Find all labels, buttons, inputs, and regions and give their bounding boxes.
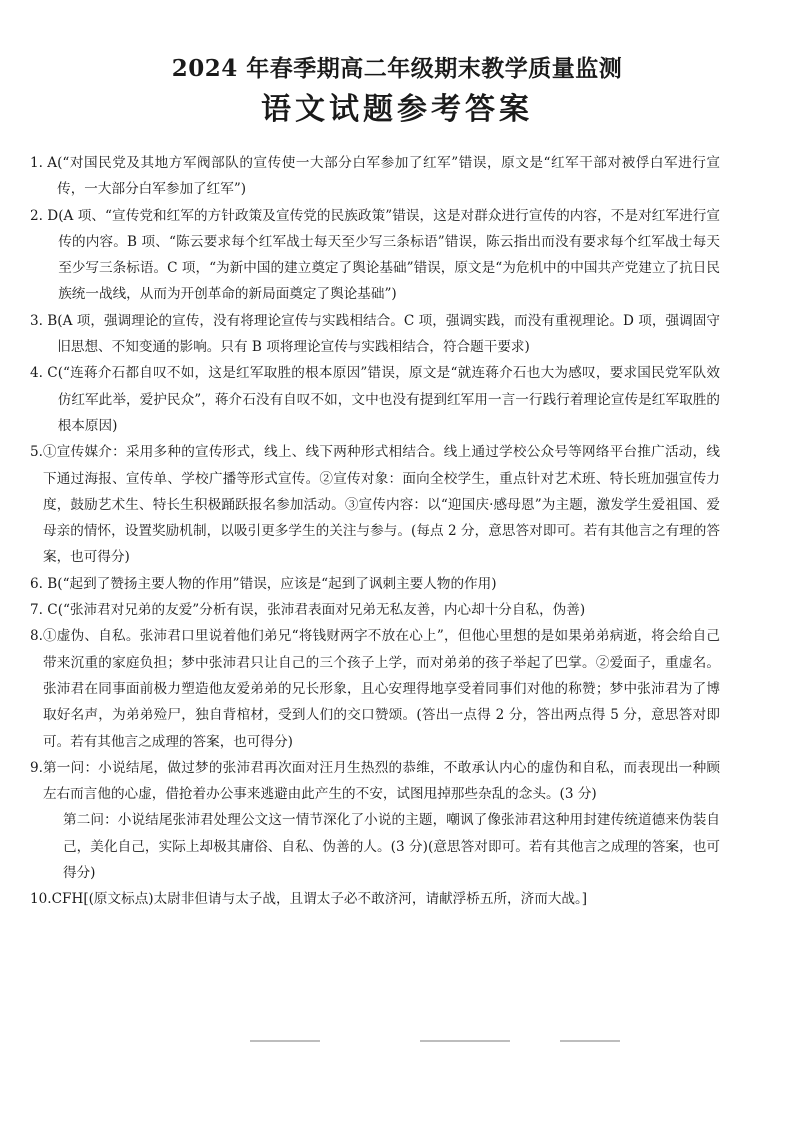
scan-smudge <box>560 1040 620 1042</box>
answer-text: (“对国民党及其地方军阀部队的宣传使一大部分白军参加了红军”错误，原文是“红军干部对被俘白军进行宣传，一大部分白军参加了红军”) <box>57 155 720 198</box>
page-title: 2024 年春季期高二年级期末教学质量监测 <box>171 55 623 82</box>
answer-text: (A 项，强调理论的宣传，没有将理论宣传与实践相结合。C 项，强调实践，而没有重视理论。D 项，强调固守旧思想、不知变通的影响。只有 B 项将理论宣传与实践相结合，符合题干要求) <box>57 312 720 356</box>
scan-smudge <box>420 1040 510 1042</box>
answer-list <box>30 150 720 913</box>
answer-number: 10. <box>30 891 52 908</box>
answer-item-2 <box>30 203 720 308</box>
answer-number: 6. B <box>30 575 58 592</box>
answer-number: 9. <box>30 759 43 776</box>
answer-item-4 <box>30 360 720 439</box>
answer-item-8 <box>30 623 720 754</box>
answer-number: 5. <box>30 444 43 461</box>
answer-number: 3. B <box>30 312 58 329</box>
answer-item-6 <box>30 571 720 597</box>
answer-text: 第一问：小说结尾，做过梦的张沛君再次面对汪月生热烈的恭维，不敢承认内心的虚伪和自私，而表现出一种顾左右而言他的心虚，借抢着办公事来逃避由此产生的不安，试图甩掉那些杂乱的念头。(3 分) <box>42 759 720 803</box>
answer-item-10 <box>30 886 720 912</box>
answer-text: (“张沛君对兄弟的友爱”分析有误，张沛君表面对兄弟无私友善，内心却十分自私，伪善) <box>57 602 586 619</box>
answer-item-1 <box>30 150 720 203</box>
answer-number: 4. C <box>30 365 58 382</box>
answer-text: CFH[(原文标点)太尉非但请与太子战，且谓太子必不敢济河，请献浮桥五所，济而大战。] <box>51 891 588 908</box>
answer-text: (A 项、“宣传党和红军的方针政策及宣传党的民族政策”错误，这是对群众进行宣传的内容，不是对红军进行宣传的内容。B 项、“陈云要求每个红军战士每天至少写三条标语”错误，陈云指出而没有要求每个红军战士每天至少写三条标语。C 项，“为新中国的建立奠定了舆论基础”错误，原文是“为危机中的中国共产党建立了抗日民族统一战线，从而为开创革命的新局面奠定了舆论基础”) <box>58 207 720 303</box>
answer-number: 1. A <box>30 155 58 171</box>
scan-smudge <box>250 1040 320 1042</box>
answer-text: ①宣传媒介：采用多种的宣传形式，线上、线下两种形式相结合。线上通过学校公众号等网络平台推广活动，线下通过海报、宣传单、学校广播等形式宣传。②宣传对象：面向全校学生，重点针对艺术班、特长班加强宣传力度，鼓励艺术生、特长生积极踊跃报名参加活动。③宣传内容：以“迎国庆·感母恩”为主题，激发学生爱祖国、爱母亲的情怀，设置奖励机制，以吸引更多学生的关注与参与。(每点 2 分，意思答对即可。若有其他言之有理的答案，也可得分) <box>42 444 720 566</box>
answer-item-9-part-2: 第二问：小说结尾张沛君处理公文这一情节深化了小说的主题，嘲讽了像张沛君这种用封建传统道德来伪装自己，美化自己，实际上却极其庸俗、自私、伪善的人。(3 分)(意思答对即可。若有其他言之成理的答案，也可得分) <box>63 812 720 882</box>
answer-item-5 <box>30 439 720 570</box>
answer-text: ①虚伪、自私。张沛君口里说着他们弟兄“将钱财两字不放在心上”，但他心里想的是如果弟弟病逝，将会给自己带来沉重的家庭负担；梦中张沛君只让自己的三个孩子上学，而对弟弟的孩子举起了巴掌。②爱面子，重虚名。张沛君在同事面前极力塑造他友爱弟弟的兄长形象，且心安理得地享受着同事们对他的称赞；梦中张沛君为了博取好名声，为弟弟殓尸，独自背棺材，受到人们的交口赞颂。(答出一点得 2 分，答出两点得 5 分，意思答对即可。若有其他言之成理的答案，也可得分) <box>42 628 720 750</box>
answer-number: 7. C <box>30 602 58 619</box>
answer-text: (“起到了赞扬主要人物的作用”错误，应该是“起到了讽刺主要人物的作用) <box>57 575 497 592</box>
page-subtitle: 语文试题参考答案 <box>261 92 533 127</box>
answer-text: (“连蒋介石都自叹不如，这是红军取胜的根本原因”错误，原文是“就连蒋介石也大为感叹，要求国民党军队效仿红军此举，爱护民众”，蒋介石没有自叹不如，文中也没有提到红军用一言一行践行着理论宣传是红军取胜的根本原因) <box>57 365 720 434</box>
answer-number: 2. D <box>30 207 59 224</box>
answer-number: 8. <box>30 628 43 645</box>
answer-item-3 <box>30 308 720 361</box>
answer-item-7 <box>30 597 720 623</box>
answer-item-9 <box>30 755 720 808</box>
